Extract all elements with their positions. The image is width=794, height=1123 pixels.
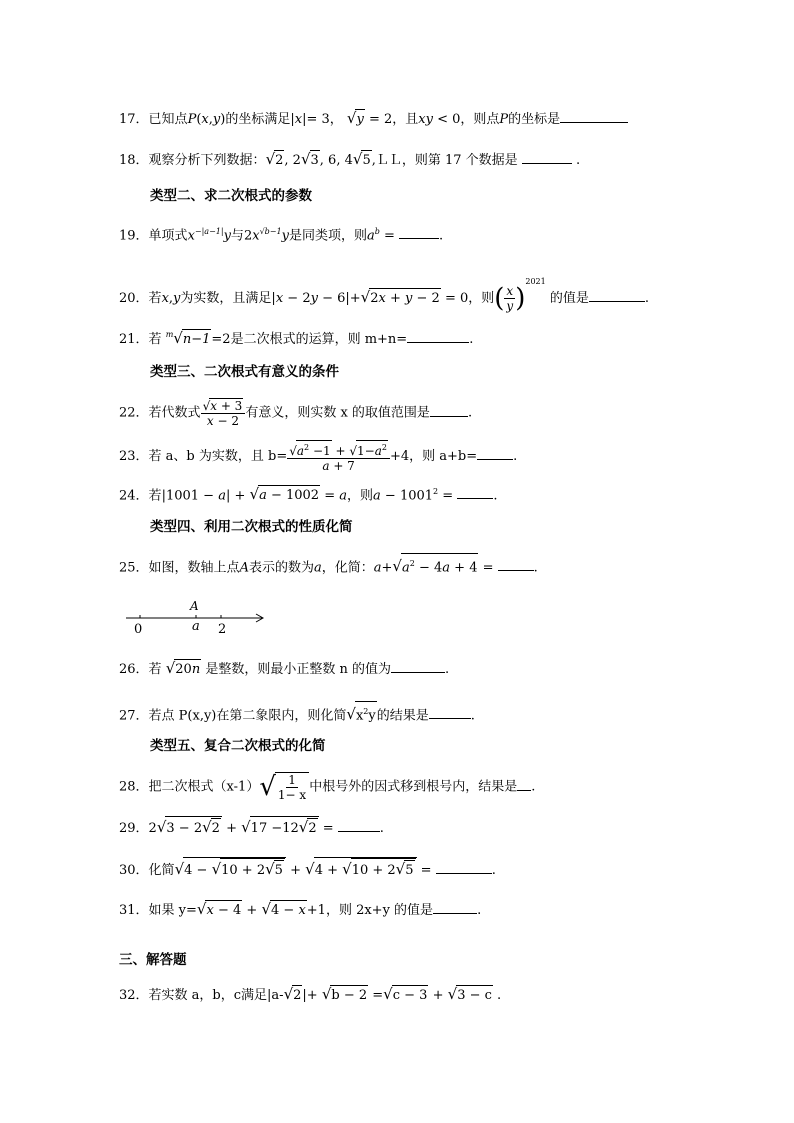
question-18: 18．观察分析下列数据：√2, 2√3, 6, 4√5,ＬＬ，则第 17 个数据是 . [119, 149, 580, 171]
q-text: ，则 [347, 488, 374, 504]
q-text: +1，则 2x+y 的值是 [306, 903, 434, 918]
radical-sign: √ [165, 659, 176, 677]
tick-label-2: 2 [218, 622, 227, 637]
question-19: 19．单项式$x^{-|a-1|}y$与$2x^{√b-1}y$是同类项，则$a^b$ = . [119, 227, 444, 244]
question-29: 29．2√3 − 2√2 + √17 −12√2 = . [119, 816, 384, 839]
answer-blank[interactable] [522, 150, 572, 164]
q-text: 的坐标满足 [225, 112, 291, 127]
q-text: =2是二次根式的运算，则 m+n= [211, 332, 408, 347]
q-text: 若 a、b 为实数，且 b= [148, 449, 288, 464]
question-number: 32． [119, 988, 149, 1003]
q-text: 单项式 [148, 228, 188, 244]
math-expr: y [355, 109, 364, 130]
radical-sign: √ [259, 772, 276, 802]
question-number: 27． [119, 708, 149, 724]
radical-sign: √ [283, 985, 294, 1003]
answer-blank[interactable] [589, 288, 645, 302]
question-number: 25． [119, 560, 149, 576]
radical-sign: √ [173, 329, 183, 347]
q-text: 若 [148, 332, 162, 347]
math-expr: x [161, 291, 169, 306]
answer-blank[interactable] [498, 557, 534, 571]
question-number: 28． [119, 779, 149, 795]
q-text: 如图，数轴上点 [148, 560, 240, 576]
tick-label-a: a [192, 619, 200, 634]
q-text: ，则第 17 个数据是 [401, 153, 518, 168]
question-number: 18． [119, 153, 149, 168]
radical-sign: √ [305, 860, 315, 878]
math-expr: xy [418, 112, 433, 127]
question-26: 26．若 √20n 是整数，则最小正整数 n 的值为 . [119, 658, 449, 680]
question-number: 29． [119, 821, 149, 836]
answer-blank[interactable] [433, 900, 477, 914]
number-line-diagram [120, 596, 270, 638]
q-text: 化简 [148, 863, 175, 878]
q-text: 与 [230, 228, 244, 244]
q-text: 若实数 a，b，c满足|a- [148, 988, 284, 1003]
fraction: $\frac{1}{1- x}$ [277, 773, 307, 802]
math-expr: a [366, 228, 375, 244]
math-expr: 5 [361, 150, 371, 171]
answer-blank[interactable] [436, 860, 492, 874]
math-expr: $a^2 - 4a + 4$ [401, 553, 479, 578]
math-expr: c − 3 [392, 985, 429, 1006]
radical-sign: √ [352, 150, 363, 168]
math-expr: A [239, 560, 249, 576]
math-expr: x [187, 228, 195, 244]
math-expr: 2 [292, 985, 302, 1006]
answer-blank[interactable] [407, 329, 469, 343]
section-heading: 类型二、求二次根式的参数 [150, 188, 312, 204]
math-expr: y [223, 228, 231, 244]
question-28: 28．把二次根式（x-1）√ $\frac{1}{1- x}$ 中根号外的因式移到根号内，结果是 . [119, 772, 536, 802]
math-expr: 3 − c [456, 985, 493, 1006]
section-heading: 类型五、复合二次根式的化简 [150, 738, 326, 754]
question-21: 21．若 $^m$√n−1=2是二次根式的运算，则 m+n= . [119, 325, 473, 350]
answer-blank[interactable] [477, 446, 513, 460]
q-text: 如果 y= [148, 903, 197, 918]
q-text: ，化简： [321, 560, 374, 576]
q-text: 是整数，则最小正整数 n 的值为 [205, 662, 391, 677]
q-text: ， [329, 112, 343, 127]
answer-blank[interactable] [399, 225, 439, 239]
question-number: 21． [119, 332, 149, 347]
math-expr: 4 − x [270, 900, 307, 921]
math-expr: a − 1002 [258, 485, 320, 506]
math-expr: 4 − √10 + 2√5 [183, 857, 286, 881]
math-expr: P [187, 112, 197, 127]
answer-blank[interactable] [517, 777, 531, 791]
q-text: ，且 [392, 112, 419, 127]
math-expr: 4 + √10 + 2√5 [314, 857, 417, 881]
question-number: 22． [119, 405, 149, 421]
q-text: 有意义，则实数 x 的取值范围是 [245, 405, 430, 421]
point-a-label: A [190, 599, 199, 613]
radical-sign: √ [383, 985, 393, 1003]
math-expr: 17 −12√2 [250, 816, 319, 839]
question-31: 31．如果 y=√x − 4 + √4 − x+1，则 2x+y 的值是 . [119, 899, 481, 921]
q-text: 若 [148, 291, 162, 306]
question-24: 24．若|1001 − a| + √a − 1002 = a，则$a - 1001^2$ = . [119, 482, 497, 506]
q-text: 的结果是 [376, 708, 429, 724]
question-number: 26． [119, 662, 149, 677]
radical-sign: √ [174, 860, 185, 878]
math-expr: 2x + y − 2 [369, 288, 441, 309]
radical-sign: √ [261, 900, 271, 918]
section-heading: 类型四、利用二次根式的性质化简 [150, 519, 353, 535]
math-expr: P [499, 112, 509, 127]
q-text: 若点 P(x,y)在第二象限内，则化简 [148, 708, 347, 724]
question-32: 32．若实数 a，b，c满足|a-√2|+ √b − 2 =√c − 3 + √3 − c . [119, 984, 501, 1006]
math-expr: y [173, 291, 181, 306]
q-text: 的坐标是 [508, 112, 561, 127]
radical-sign: √ [265, 150, 276, 168]
question-27: 27．若点 P(x,y)在第二象限内，则化简$√x^2y$的结果是 . [119, 701, 475, 726]
question-17: 17．已知点P(x,y)的坐标满足|x|= 3， √y = 2，且xy < 0，则点P的坐标是 [119, 108, 628, 130]
question-number: 30． [119, 863, 149, 878]
answer-blank[interactable] [338, 818, 380, 832]
radical-sign: √ [196, 900, 207, 918]
q-text: ，则点 [460, 112, 500, 127]
math-expr: 2 [274, 150, 284, 171]
question-23: 23．若 a、b 为实数，且 b= $\frac{√a^2 -1 + √1-a^2}{a + 7}$ +4，则 a+b= . [119, 440, 517, 473]
q-text: |+ [302, 988, 318, 1003]
math-expr: 3 [310, 150, 320, 171]
q-text: +4，则 a+b= [389, 449, 478, 464]
section-heading: 类型三、二次根式有意义的条件 [150, 364, 339, 380]
math-expr: x [201, 112, 209, 127]
radical-sign: √ [321, 985, 332, 1003]
question-number: 31． [119, 903, 149, 918]
math-expr: y [212, 112, 221, 127]
question-number: 24． [119, 488, 149, 504]
question-number: 19． [119, 228, 149, 244]
q-text: 的值是 [549, 291, 589, 306]
answer-blank[interactable] [457, 485, 493, 499]
answer-blank[interactable] [560, 109, 628, 123]
q-text: 若代数式 [148, 405, 201, 421]
q-text: 若 [148, 662, 162, 677]
radical-sign: √ [241, 818, 251, 836]
answer-blank[interactable] [430, 403, 468, 417]
q-text: 是同类项，则 [288, 228, 367, 244]
radical-sign: √ [447, 985, 458, 1003]
q-text: ，则 [468, 291, 495, 306]
math-expr: b − 2 [330, 985, 368, 1006]
q-text: 表示的数为 [248, 560, 314, 576]
answer-blank[interactable] [391, 659, 445, 673]
math-expr: y [310, 291, 318, 306]
q-text: 观察分析下列数据： [148, 153, 266, 168]
math-expr: x [275, 291, 284, 306]
fraction: $\frac{√a^2 -1 + √1-a^2}{a + 7}$ [287, 440, 390, 473]
question-22: 22．若代数式 $\frac{√x + 3}{x - 2}$ 有意义，则实数 x 的取值范围是 . [119, 399, 473, 428]
math-expr: 20n [174, 659, 201, 680]
fraction: $\frac{√x + 3}{x - 2}$ [201, 398, 246, 428]
math-expr: x − 4 [205, 900, 242, 921]
math-expr: x [294, 112, 303, 127]
radical-sign: √ [392, 557, 402, 576]
q-text: 把二次根式（x-1） [148, 779, 260, 795]
radical-sign: √ [346, 705, 356, 724]
exponent: 2021 [525, 277, 546, 286]
question-30: 30．化简√4 − √10 + 2√5 + √4 + √10 + 2√5 = . [119, 857, 496, 881]
question-20: 20．若x,y为实数，且满足|x − 2y − 6|+√2x + y − 2 = 0，则( $\frac{x}{y}$ )$^{2021}$ 的值是 . [119, 277, 650, 314]
question-number: 17． [119, 112, 149, 127]
math-expr: a [313, 560, 322, 576]
radical-sign: √ [156, 818, 167, 836]
math-expr: y [281, 228, 289, 244]
math-expr: $x^2y$ [355, 701, 377, 726]
q-text: 为实数，且满足 [180, 291, 272, 306]
math-expr: n−1 [182, 329, 212, 350]
question-number: 20． [119, 291, 149, 306]
fraction: $\frac{x}{y}$ [506, 284, 514, 313]
math-expr: 3 − 2√2 [165, 816, 222, 839]
q-text: 若 [148, 488, 162, 504]
radical-sign: √ [346, 109, 357, 127]
radical-sign: √ [360, 288, 371, 306]
answer-blank[interactable] [429, 705, 471, 719]
radical-sign: √ [300, 150, 311, 168]
question-25: 25．如图，数轴上点A表示的数为a，化简：$a+√a^2 - 4a + 4$ = . [119, 553, 538, 578]
part-heading: 三、解答题 [119, 952, 187, 968]
question-number: 23． [119, 449, 149, 464]
q-text: 已知点 [148, 112, 188, 127]
tick-label-0: 0 [134, 622, 143, 637]
radical-sign: √ [249, 485, 260, 504]
math-expr: x [252, 228, 260, 244]
q-text: 中根号外的因式移到根号内，结果是 [309, 779, 518, 795]
